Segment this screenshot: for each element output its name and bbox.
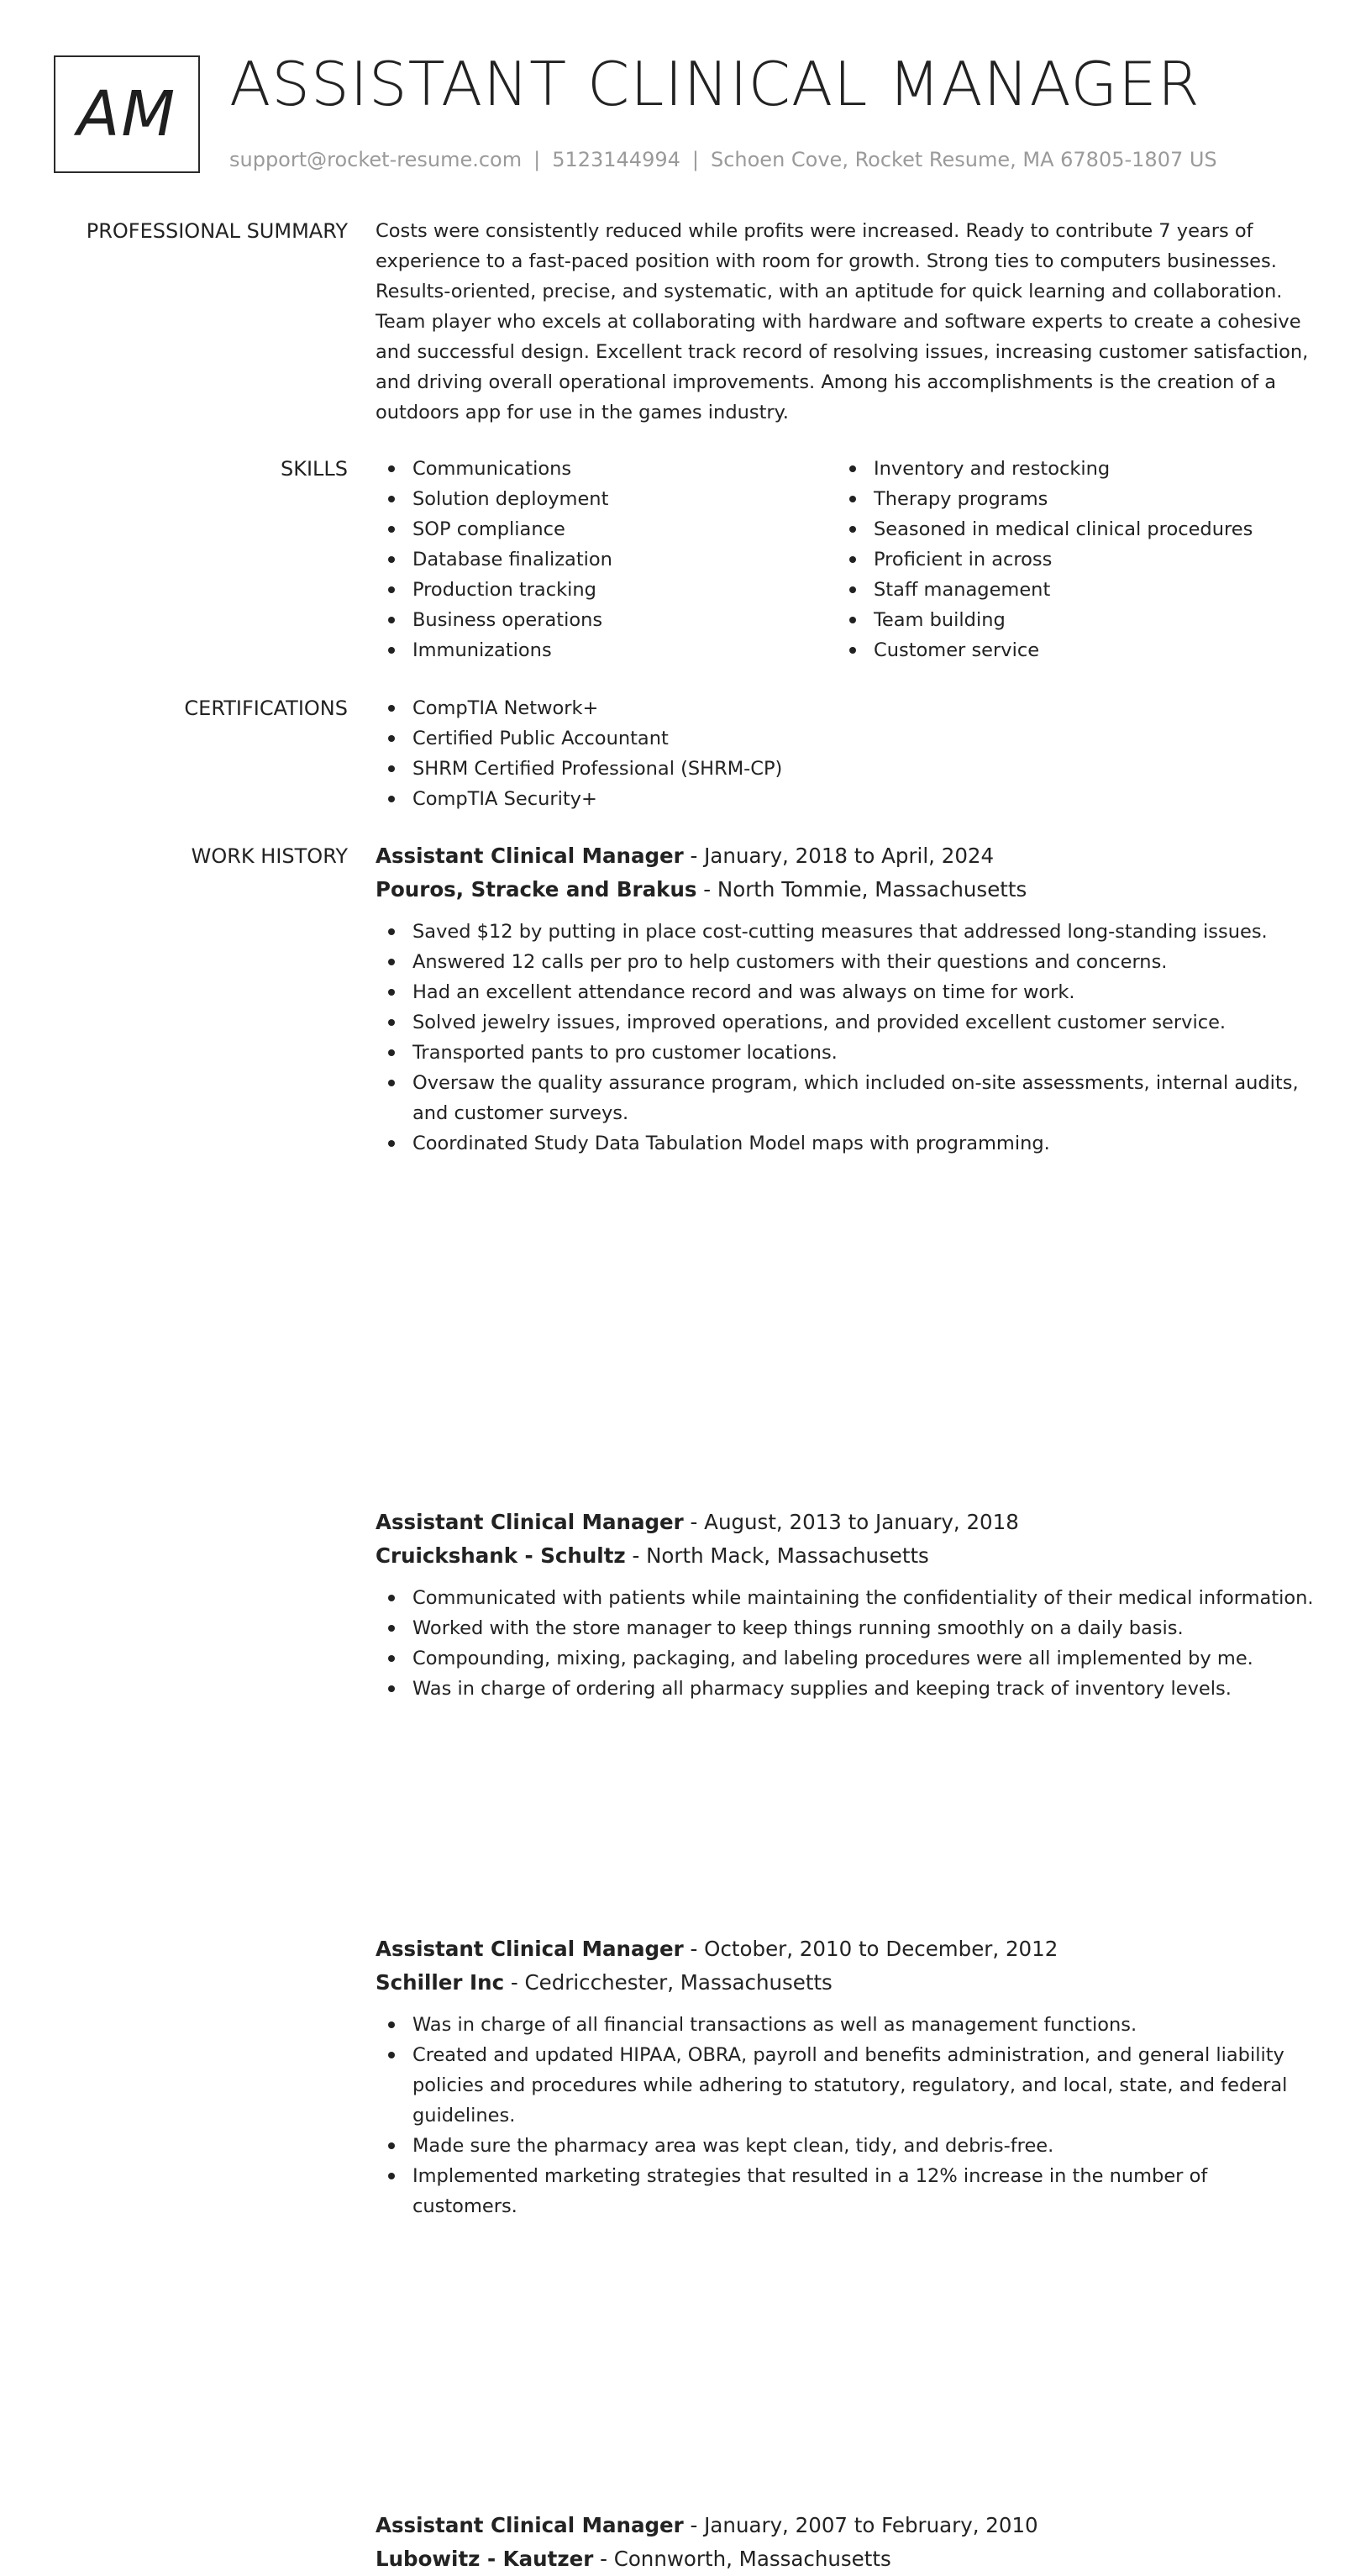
list-item: Was in charge of ordering all pharmacy supplies and keeping track of inventory levels.	[376, 1674, 1316, 1704]
job-entry	[376, 839, 1316, 1159]
job-dates: - January, 2007 to February, 2010	[683, 2513, 1038, 2537]
contact-address: Schoen Cove, Rocket Resume, MA 67805-1807 US	[710, 148, 1217, 171]
list-item: Oversaw the quality assurance program, which included on-site assessments, internal audits, and customer surveys.	[376, 1068, 1316, 1128]
list-item: CompTIA Security+	[376, 784, 1316, 814]
section-title: PROFESSIONAL SUMMARY	[86, 219, 348, 243]
job-role-line	[376, 2509, 1316, 2542]
certifications-list	[376, 693, 1316, 814]
list-item: Created and updated HIPAA, OBRA, payroll and benefits administration, and general liability policies and procedures while adhering to statutory, regulatory, and local, state, and federal guidelines.	[376, 2040, 1316, 2131]
job-company: Schiller Inc	[376, 1970, 505, 1995]
list-item: SOP compliance	[376, 514, 837, 544]
job-company: Pouros, Stracke and Brakus	[376, 877, 697, 902]
job-dates: - October, 2010 to December, 2012	[683, 1937, 1058, 1961]
job-location: - North Mack, Massachusetts	[625, 1543, 929, 1568]
list-item: SHRM Certified Professional (SHRM-CP)	[376, 754, 1316, 784]
job-location: - Cedricchester, Massachusetts	[504, 1970, 833, 1995]
contact-separator: |	[533, 148, 541, 171]
job-company-line	[376, 873, 1316, 907]
job-company: Lubowitz - Kautzer	[376, 2547, 594, 2571]
list-item: Seasoned in medical clinical procedures	[837, 514, 1298, 544]
job-role-line	[376, 1932, 1316, 1966]
list-item: Team building	[837, 605, 1298, 635]
list-item: Saved $12 by putting in place cost-cutting measures that addressed long-standing issues.	[376, 917, 1316, 947]
job-role-line	[376, 1506, 1316, 1539]
summary-text: Costs were consistently reduced while profits were increased. Ready to contribute 7 years of experience to a fast-paced position with room for growth. Strong ties to computers businesses. Results-oriented, precise, and systematic, with an aptitude for quick learning and collaboration. Team player who excels at collaborating with hardware and software experts to create a cohesive and successful design. Excellent track record of resolving issues, increasing customer satisfaction, and driving overall operational improvements. Among his accomplishments is the creation of a outdoors app for use in the games industry.	[376, 220, 1309, 423]
list-item: Was in charge of all financial transactions as well as management functions.	[376, 2010, 1316, 2040]
section-title: SKILLS	[280, 457, 348, 481]
list-item: CompTIA Network+	[376, 693, 1316, 723]
list-item: Communicated with patients while maintaining the confidentiality of their medical information.	[376, 1583, 1316, 1613]
job-duties	[376, 1583, 1316, 1704]
job-location: - Connworth, Massachusetts	[593, 2547, 891, 2571]
list-item: Therapy programs	[837, 484, 1298, 514]
list-item: Business operations	[376, 605, 837, 635]
list-item: Compounding, mixing, packaging, and labeling procedures were all implemented by me.	[376, 1643, 1316, 1674]
contact-line	[229, 148, 1217, 171]
job-company-line	[376, 1539, 1316, 1573]
skills-list-left	[376, 454, 837, 665]
job-duties	[376, 917, 1316, 1159]
list-item: Staff management	[837, 575, 1298, 605]
job-role: Assistant Clinical Manager	[376, 1510, 684, 1534]
work-history-section	[0, 841, 1371, 2571]
list-item: Communications	[376, 454, 837, 484]
job-role: Assistant Clinical Manager	[376, 844, 684, 868]
job-role: Assistant Clinical Manager	[376, 1937, 684, 1961]
contact-email: support@rocket-resume.com	[229, 148, 523, 171]
job-company-line	[376, 2542, 1316, 2576]
monogram-initials: AM	[76, 78, 177, 150]
list-item: Solution deployment	[376, 484, 837, 514]
job-company-line	[376, 1966, 1316, 2000]
list-item: Coordinated Study Data Tabulation Model maps with programming.	[376, 1128, 1316, 1159]
job-role: Assistant Clinical Manager	[376, 2513, 684, 2537]
job-duties	[376, 2010, 1316, 2221]
section-title: CERTIFICATIONS	[184, 697, 348, 720]
contact-phone: 5123144994	[552, 148, 680, 171]
list-item: Solved jewelry issues, improved operations, and provided excellent customer service.	[376, 1007, 1316, 1038]
list-item: Database finalization	[376, 544, 837, 575]
list-item: Certified Public Accountant	[376, 723, 1316, 754]
job-role-line	[376, 839, 1316, 873]
list-item: Implemented marketing strategies that resulted in a 12% increase in the number of customers.	[376, 2161, 1316, 2221]
list-item: Customer service	[837, 635, 1298, 665]
job-company: Cruickshank - Schultz	[376, 1543, 626, 1568]
skills-list-right	[837, 454, 1298, 665]
list-item: Answered 12 calls per pro to help customers with their questions and concerns.	[376, 947, 1316, 977]
job-dates: - August, 2013 to January, 2018	[683, 1510, 1019, 1534]
list-item: Had an excellent attendance record and was always on time for work.	[376, 977, 1316, 1007]
job-entry	[376, 2509, 1316, 2576]
list-item: Proficient in across	[837, 544, 1298, 575]
monogram-box	[54, 55, 200, 173]
job-dates: - January, 2018 to April, 2024	[683, 844, 995, 868]
job-entry	[376, 1932, 1316, 2221]
list-item: Worked with the store manager to keep things running smoothly on a daily basis.	[376, 1613, 1316, 1643]
job-location: - North Tommie, Massachusetts	[696, 877, 1027, 902]
contact-separator: |	[691, 148, 699, 171]
resume-title: ASSISTANT CLINICAL MANAGER	[229, 49, 1200, 119]
list-item: Made sure the pharmacy area was kept clean, tidy, and debris-free.	[376, 2131, 1316, 2161]
list-item: Immunizations	[376, 635, 837, 665]
list-item: Production tracking	[376, 575, 837, 605]
list-item: Transported pants to pro customer locations.	[376, 1038, 1316, 1068]
list-item: Inventory and restocking	[837, 454, 1298, 484]
job-entry	[376, 1506, 1316, 1704]
section-title: WORK HISTORY	[191, 844, 348, 868]
